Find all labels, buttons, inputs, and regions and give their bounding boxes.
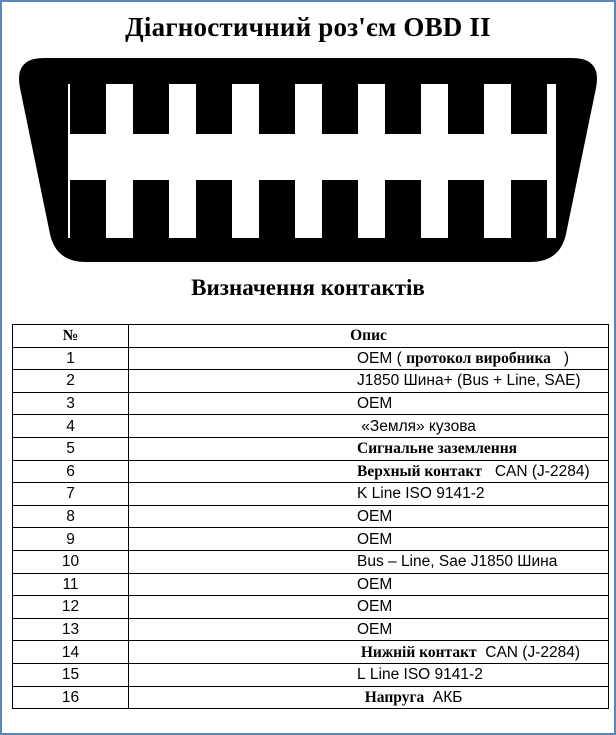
pin-number: 10 — [13, 550, 129, 573]
pin-label: 9 — [80, 206, 96, 236]
description-text: Сигнальне заземлення — [357, 440, 518, 458]
pin-number: 6 — [13, 460, 129, 483]
pin-label: 16 — [513, 206, 545, 236]
pin-number: 4 — [13, 415, 129, 438]
description-text: J1850 Шина+ (Bus + Line, SAE) — [357, 372, 581, 390]
description-text: OEM — [357, 575, 393, 593]
table-row — [13, 596, 609, 619]
pin-number: 11 — [13, 573, 129, 596]
pin-description — [129, 618, 609, 641]
description-text: OEM — [357, 508, 393, 526]
description-text: Нижній контакт — [357, 643, 477, 661]
pin-description — [129, 663, 609, 686]
pin-label: 7 — [458, 91, 474, 121]
pin-description — [129, 370, 609, 393]
description-text: K Line ISO 9141-2 — [357, 485, 485, 503]
table-row — [13, 347, 609, 370]
pin-description — [129, 392, 609, 415]
obd-connector-diagram — [0, 0, 616, 280]
pin-label: 5 — [332, 91, 348, 121]
pin-description — [129, 641, 609, 664]
description-text: OEM — [357, 530, 393, 548]
pin-label: 10 — [135, 206, 167, 236]
pin-label: 15 — [450, 206, 482, 236]
pin-label: 13 — [324, 206, 356, 236]
description-text: OEM — [357, 395, 393, 413]
table-row — [13, 550, 609, 573]
table-row — [13, 663, 609, 686]
description-text: L Line ISO 9141-2 — [357, 666, 483, 684]
table-row — [13, 460, 609, 483]
table-row — [13, 618, 609, 641]
page-title: Діагностичний роз'єм OBD II — [125, 12, 491, 42]
column-header-description: Опис — [129, 325, 609, 348]
pin-number: 3 — [13, 392, 129, 415]
description-text: OEM — [357, 621, 393, 639]
table-row — [13, 528, 609, 551]
column-header-number: № — [13, 325, 129, 348]
section-title: Визначення контактів — [191, 275, 425, 300]
table-row — [13, 505, 609, 528]
description-text: OEM — [357, 598, 393, 616]
description-text: протокол виробника — [406, 349, 551, 367]
table-row — [13, 573, 609, 596]
pin-description — [129, 528, 609, 551]
description-text: Bus – Line, Sae J1850 Шина — [357, 553, 558, 571]
pin-label: 1 — [80, 91, 96, 121]
pin-number: 13 — [13, 618, 129, 641]
pin-number: 8 — [13, 505, 129, 528]
description-text: ) — [550, 349, 570, 367]
pin-description — [129, 415, 609, 438]
pin-description — [129, 550, 609, 573]
pin-label: 4 — [269, 91, 285, 121]
pin-label: 11 — [199, 206, 229, 236]
pin-description — [129, 573, 609, 596]
pin-number: 1 — [13, 347, 129, 370]
pin-description — [129, 483, 609, 506]
pin-description — [129, 686, 609, 709]
pin-description — [129, 596, 609, 619]
pin-description — [129, 505, 609, 528]
pin-description — [129, 347, 609, 370]
description-text: Напруга — [357, 688, 425, 706]
description-text: АКБ — [424, 688, 463, 706]
table-row — [13, 641, 609, 664]
table-row — [13, 483, 609, 506]
pinout-table — [12, 324, 609, 709]
pin-description — [129, 437, 609, 460]
description-text: Верхный контакт — [357, 462, 482, 480]
pin-label: 6 — [395, 91, 411, 121]
description-text: «Земля» кузова — [357, 417, 476, 435]
description-text: CAN (J-2284) — [481, 462, 590, 480]
pin-label: 2 — [143, 91, 159, 121]
table-row — [13, 415, 609, 438]
table-row — [13, 370, 609, 393]
pin-number: 5 — [13, 437, 129, 460]
table-row — [13, 392, 609, 415]
table-row — [13, 437, 609, 460]
pin-number: 16 — [13, 686, 129, 709]
pin-label: 3 — [206, 91, 222, 121]
table-header-row — [13, 325, 609, 348]
pin-number: 9 — [13, 528, 129, 551]
pin-description — [129, 460, 609, 483]
pin-number: 12 — [13, 596, 129, 619]
description-text: CAN (J-2284) — [476, 643, 581, 661]
pin-label: 12 — [261, 206, 293, 236]
pin-label: 8 — [521, 91, 537, 121]
pin-number: 7 — [13, 483, 129, 506]
description-text: OEM ( — [357, 349, 407, 367]
pin-number: 15 — [13, 663, 129, 686]
pin-number: 2 — [13, 370, 129, 393]
pin-label: 14 — [387, 206, 419, 236]
table-row — [13, 686, 609, 709]
pin-number: 14 — [13, 641, 129, 664]
